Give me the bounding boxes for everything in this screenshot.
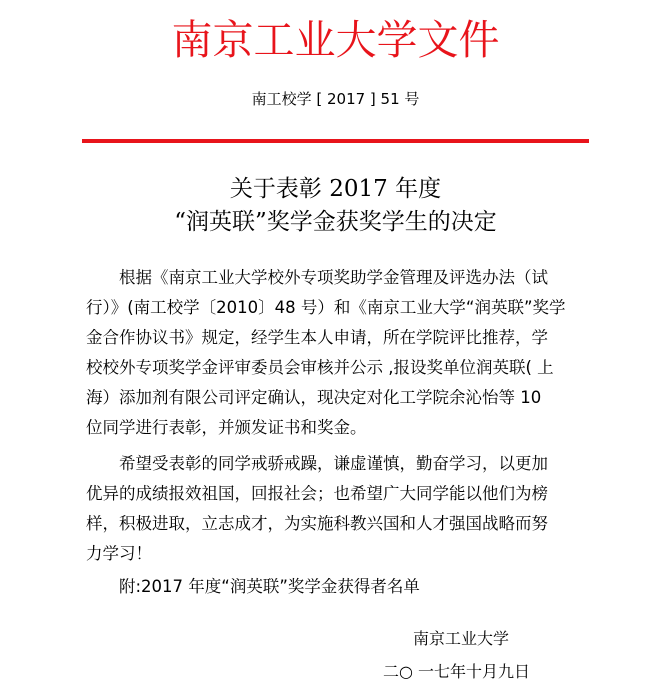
red-divider-line	[82, 139, 589, 143]
body-line: 优异的成绩报效祖国，回报社会；也希望广大同学能以他们为榜	[86, 484, 548, 503]
body-line: 金合作协议书》规定，经学生本人申请，所在学院评比推荐，学	[86, 328, 548, 347]
body-line: 位同学进行表彰，并颁发证书和奖金。	[86, 418, 367, 437]
document-header-title: 南京工业大学文件	[171, 16, 500, 64]
body-line: 样，积极进取，立志成才，为实施科教兴国和人才强国战略而努	[86, 514, 548, 533]
body-line: 力学习！	[86, 544, 152, 563]
attachment-note: 附:2017 年度“润英联”奖学金获得者名单	[119, 577, 420, 596]
issue-date: 二○ 一七年十月九日	[383, 662, 531, 681]
body-line: 校校外专项奖学金评审委员会审核并公示 ,报设奖单位润英联( 上	[86, 358, 554, 377]
decision-title-line-2: “润英联”奖学金获奖学生的决定	[174, 209, 497, 235]
body-line: 海）添加剂有限公司评定确认，现决定对化工学院余沁怡等 10	[86, 388, 542, 407]
decision-title-line-1: 关于表彰 2017 年度	[229, 176, 442, 202]
document-number: 南工校学 [ 2017 ] 51 号	[251, 90, 420, 108]
issuer-name: 南京工业大学	[413, 629, 510, 648]
body-line: 根据《南京工业大学校外专项奖助学金管理及评选办法（试	[119, 268, 548, 287]
body-line: 希望受表彰的同学戒骄戒躁，谦虚谨慎，勤奋学习，以更加	[119, 454, 548, 473]
body-line: 行）》(南工校学〔2010〕48 号）和《南京工业大学“润英联”奖学	[86, 298, 566, 317]
